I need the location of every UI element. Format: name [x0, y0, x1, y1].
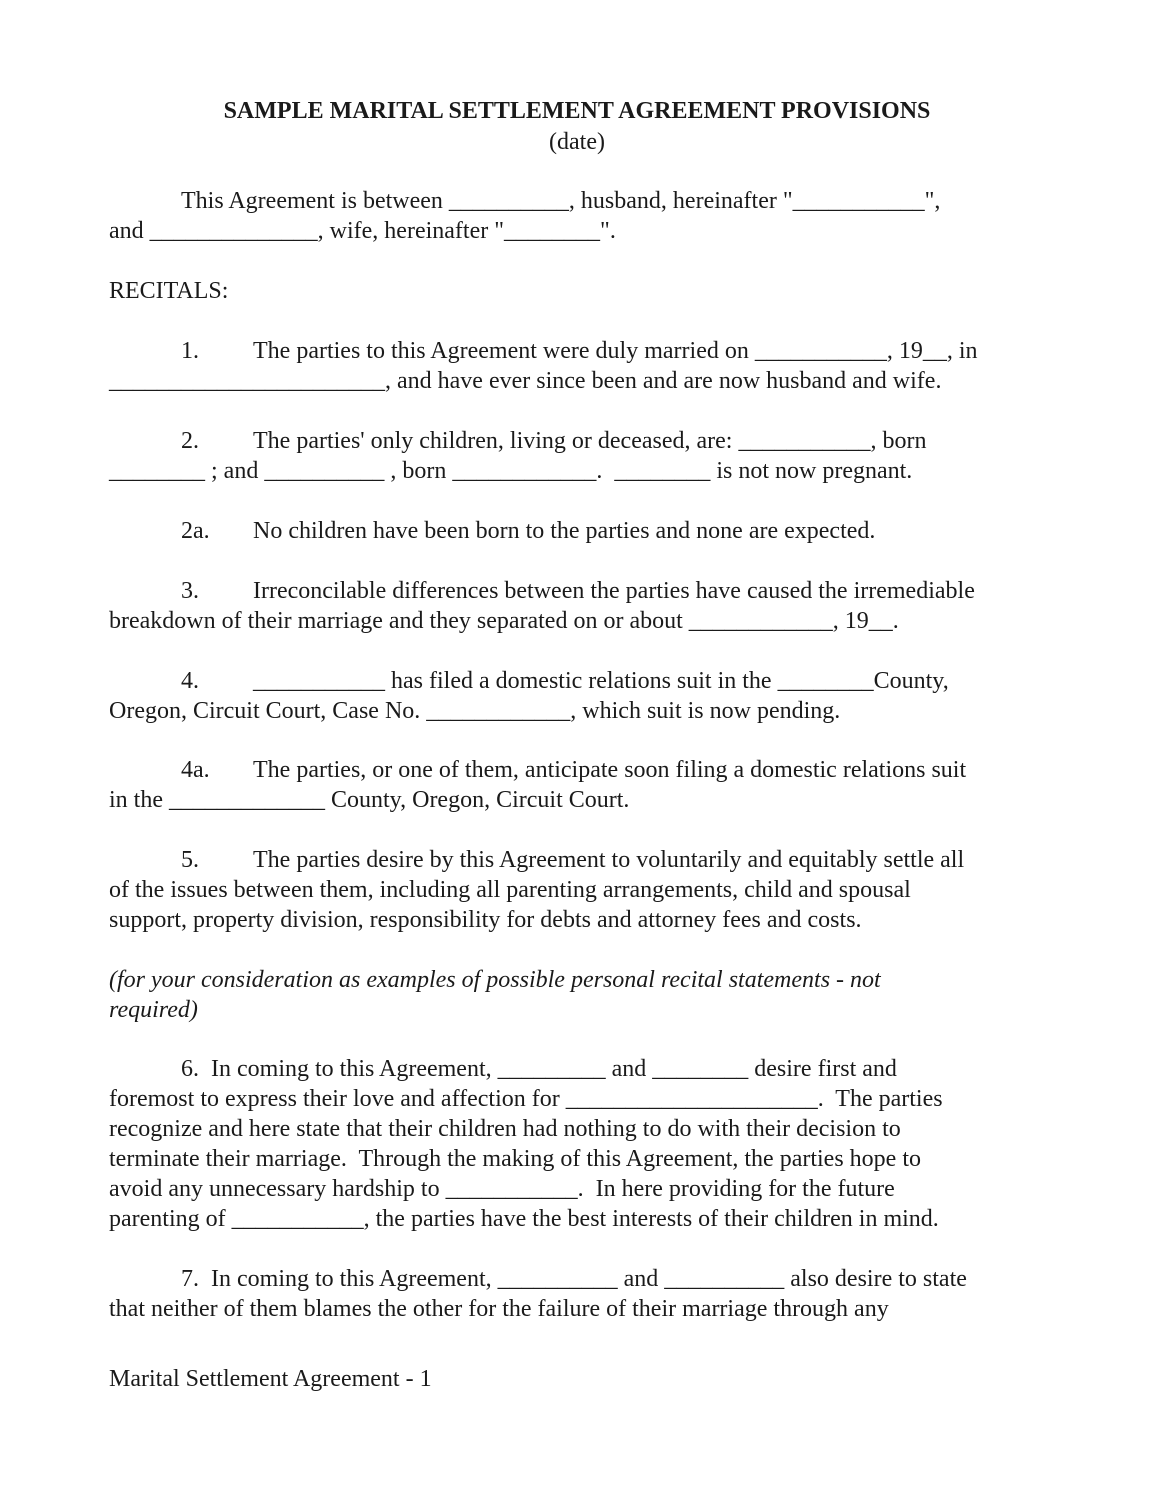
- personal-recital-text: recognize and here state that their children had nothing to do with their decision to: [109, 1116, 901, 1142]
- recital-text: The parties desire by this Agreement to voluntarily and equitably settle all: [253, 847, 965, 873]
- recital-number: 1.: [181, 338, 199, 364]
- recital-text: Oregon, Circuit Court, Case No. ____________, which suit is now pending.: [109, 698, 841, 724]
- recital-text: The parties, or one of them, anticipate soon filing a domestic relations suit: [253, 757, 967, 783]
- personal-recital-text: that neither of them blames the other for the failure of their marriage through any: [109, 1296, 889, 1322]
- personal-recital-text: 6. In coming to this Agreement, _________ and ________ desire first and: [181, 1056, 897, 1082]
- personal-recital-text: terminate their marriage. Through the making of this Agreement, the parties hope to: [109, 1146, 921, 1172]
- recital-number: 2a.: [181, 518, 210, 544]
- recital-number: 2.: [181, 428, 199, 454]
- document-title: SAMPLE MARITAL SETTLEMENT AGREEMENT PROVISIONS: [223, 98, 931, 124]
- recital-text: The parties' only children, living or deceased, are: ___________, born: [253, 428, 927, 454]
- recital-text: The parties to this Agreement were duly married on ___________, 19__, in: [253, 338, 978, 364]
- recital-number: 5.: [181, 847, 199, 873]
- personal-recital-text: 7. In coming to this Agreement, __________ and __________ also desire to state: [181, 1266, 967, 1292]
- page-footer: Marital Settlement Agreement - 1: [109, 1366, 432, 1392]
- recital-text: ________ ; and __________ , born ____________. ________ is not now pregnant.: [109, 458, 913, 484]
- consideration-note: required): [109, 997, 198, 1023]
- recital-text: No children have been born to the parties and none are expected.: [253, 518, 876, 544]
- document-date: (date): [549, 129, 605, 155]
- recital-text: support, property division, responsibility for debts and attorney fees and costs.: [109, 907, 862, 933]
- personal-recital-text: foremost to express their love and affection for _____________________. The parties: [109, 1086, 943, 1112]
- personal-recital-text: avoid any unnecessary hardship to ___________. In here providing for the future: [109, 1176, 895, 1202]
- recitals-heading: RECITALS:: [109, 278, 229, 304]
- personal-recital-text: parenting of ___________, the parties have the best interests of their children in mind.: [109, 1206, 939, 1232]
- recital-text: breakdown of their marriage and they separated on or about ____________, 19__.: [109, 608, 899, 634]
- recital-text: _______________________, and have ever since been and are now husband and wife.: [109, 368, 942, 394]
- recital-text: of the issues between them, including all parenting arrangements, child and spousal: [109, 877, 911, 903]
- intro-line-2: and ______________, wife, hereinafter "________".: [109, 218, 616, 244]
- recital-number: 4.: [181, 668, 199, 694]
- recital-number: 4a.: [181, 757, 210, 783]
- recital-text: ___________ has filed a domestic relations suit in the ________County,: [253, 668, 949, 694]
- recital-text: Irreconcilable differences between the parties have caused the irremediable: [253, 578, 975, 604]
- recital-number: 3.: [181, 578, 199, 604]
- intro-line-1: This Agreement is between __________, husband, hereinafter "___________",: [181, 188, 941, 214]
- recital-text: in the _____________ County, Oregon, Circuit Court.: [109, 787, 630, 813]
- consideration-note: (for your consideration as examples of possible personal recital statements - not: [109, 967, 881, 993]
